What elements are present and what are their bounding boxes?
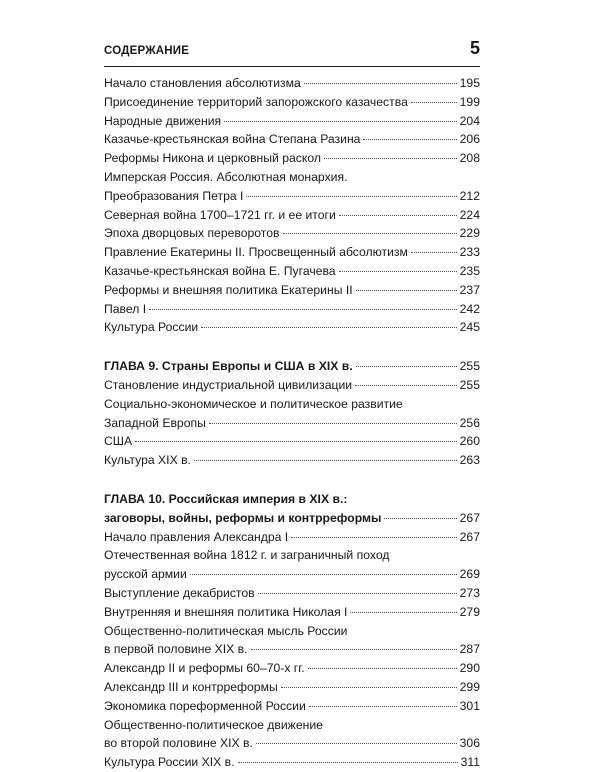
toc-entry-title: Культура России <box>104 320 199 335</box>
dot-leader <box>251 649 457 650</box>
dot-leader <box>309 706 457 707</box>
dot-leader <box>384 518 456 519</box>
dot-leader <box>291 537 457 538</box>
toc-entry-title: Культура XIX в. <box>104 453 191 468</box>
chapter-10-heading[interactable] <box>104 509 480 528</box>
dot-leader <box>149 309 457 310</box>
toc-entry-title: Александр III и контрреформы <box>104 679 278 694</box>
toc-entry-page: 208 <box>459 151 480 166</box>
toc-entry[interactable] <box>104 187 480 206</box>
dot-leader <box>339 271 457 272</box>
chapter-page: 255 <box>459 359 480 374</box>
toc-entry-title: Северная война 1700–1721 гг. и ее итоги <box>104 207 336 222</box>
toc-entry-title-line1: Отечественная война 1812 г. и заграничный поход <box>104 548 390 563</box>
toc-entry-title: Культура России XIX в. <box>104 755 235 770</box>
toc-entry-page: 263 <box>459 453 480 468</box>
toc-entry[interactable] <box>104 149 480 168</box>
toc-entry-title: Реформы Никона и церковный раскол <box>104 151 321 166</box>
dot-leader <box>304 83 457 84</box>
dot-leader <box>281 687 457 688</box>
toc-entry-title: во второй половине XIX в. <box>104 736 253 751</box>
toc-entry-page: 290 <box>459 661 480 676</box>
toc-entry-title: Внутренняя и внешняя политика Николая I <box>104 604 348 619</box>
toc-entry[interactable] <box>104 300 480 319</box>
page-header <box>104 36 480 67</box>
spacer <box>104 337 480 357</box>
toc-entry-page: 273 <box>459 585 480 600</box>
toc-entry-title: Казачье-крестьянская война Степана Разина <box>104 132 361 147</box>
toc-entry[interactable] <box>104 565 480 584</box>
toc-entry-title: Становление индустриальной цивилизации <box>104 377 353 392</box>
toc-entry[interactable] <box>104 93 480 112</box>
chapter-10-heading-line1: ГЛАВА 10. Российская империя в XIX в.: <box>104 491 348 506</box>
toc-entry-page: 299 <box>459 679 480 694</box>
toc-entry-page: 195 <box>459 76 480 90</box>
toc-entry[interactable] <box>104 678 480 697</box>
toc-entry-page: 237 <box>459 282 480 297</box>
toc-entry-page: 212 <box>459 188 480 203</box>
toc-entry-page: 233 <box>459 245 480 260</box>
toc-entry[interactable] <box>104 206 480 225</box>
toc-entry-title: Начало правления Александра I <box>104 529 289 544</box>
toc-entry-title: Реформы и внешняя политика Екатерины II <box>104 282 353 297</box>
chapter-title: заговоры, войны, реформы и контрреформы <box>104 510 382 525</box>
toc-entry-title: Выступление декабристов <box>104 585 255 600</box>
dot-leader <box>356 290 457 291</box>
toc-entry[interactable] <box>104 697 480 716</box>
toc-entry-page: 267 <box>459 529 480 544</box>
toc-entry[interactable] <box>104 603 480 622</box>
toc-entry-page: 242 <box>459 301 480 316</box>
toc-entry-page: 255 <box>459 377 480 392</box>
toc-entry-title: Экономика пореформенной России <box>104 698 306 713</box>
dot-leader <box>209 423 457 424</box>
toc-entry[interactable] <box>104 281 480 300</box>
toc-entry-page: 199 <box>459 94 480 109</box>
toc-entry-title-line1: Общественно-политическая мысль России <box>104 623 348 638</box>
dot-leader <box>238 762 458 763</box>
toc-entry-page: 287 <box>459 642 480 657</box>
toc-entry-title: Западной Европы <box>104 415 206 430</box>
dot-leader <box>135 441 457 442</box>
toc-entry[interactable] <box>104 224 480 243</box>
toc-entry-title-line1: Социально-экономическое и политическое развитие <box>104 396 403 411</box>
toc-entry-page: 204 <box>459 113 480 128</box>
dot-leader <box>356 366 457 367</box>
toc-entry[interactable] <box>104 432 480 451</box>
table-of-contents <box>104 74 480 772</box>
spacer <box>104 470 480 490</box>
toc-entry-title: русской армии <box>104 567 187 582</box>
page-number: 5 <box>469 38 480 58</box>
dot-leader <box>256 743 457 744</box>
chapter-9-heading[interactable] <box>104 357 480 376</box>
toc-entry-page: 224 <box>459 207 480 222</box>
toc-entry[interactable] <box>104 414 480 433</box>
dot-leader <box>411 252 457 253</box>
toc-entry-title: США <box>104 434 133 449</box>
toc-entry-page: 245 <box>459 320 480 335</box>
toc-entry-title: Эпоха дворцовых переворотов <box>104 226 280 241</box>
toc-entry-title: Народные движения <box>104 113 222 128</box>
toc-entry[interactable] <box>104 262 480 281</box>
toc-entry-title: в первой половине XIX в. <box>104 642 248 657</box>
toc-entry[interactable] <box>104 130 480 149</box>
toc-entry-title-line1: Имперская Россия. Абсолютная монархия. <box>104 169 348 184</box>
dot-leader <box>246 196 456 197</box>
toc-entry-title: Павел I <box>104 301 147 316</box>
toc-entry-page: 206 <box>459 132 480 147</box>
toc-entry[interactable] <box>104 734 480 753</box>
toc-entry-title: Правление Екатерины II. Просвещенный абсолютизм <box>104 245 408 260</box>
toc-entry[interactable] <box>104 753 480 772</box>
toc-entry[interactable] <box>104 74 480 93</box>
header-title: СОДЕРЖАНИЕ <box>104 45 190 57</box>
toc-entry[interactable] <box>104 528 480 547</box>
dot-leader <box>194 460 457 461</box>
toc-entry-page: 279 <box>459 604 480 619</box>
dot-leader <box>224 121 457 122</box>
dot-leader <box>350 612 456 613</box>
chapter-title: ГЛАВА 9. Страны Европы и США в XIX в. <box>104 359 353 374</box>
toc-entry-page: 269 <box>459 567 480 582</box>
toc-entry[interactable] <box>104 640 480 659</box>
toc-entry[interactable] <box>104 243 480 262</box>
toc-entry-title: Преобразования Петра I <box>104 188 244 203</box>
dot-leader <box>324 158 457 159</box>
toc-entry[interactable] <box>104 376 480 395</box>
toc-entry-title: Казачье-крестьянская война Е. Пугачева <box>104 263 336 278</box>
toc-entry-page: 260 <box>459 434 480 449</box>
toc-entry-page: 301 <box>459 698 480 713</box>
toc-entry-title: Александр II и реформы 60–70-х гг. <box>104 661 305 676</box>
toc-entry-page: 235 <box>459 263 480 278</box>
dot-leader <box>411 102 457 103</box>
toc-entry[interactable] <box>104 112 480 131</box>
toc-entry-page: 311 <box>460 755 480 770</box>
chapter-page: 267 <box>459 510 480 525</box>
dot-leader <box>201 327 456 328</box>
toc-entry[interactable] <box>104 584 480 603</box>
toc-entry[interactable] <box>104 451 480 470</box>
dot-leader <box>190 574 457 575</box>
dot-leader <box>283 233 457 234</box>
toc-entry-page: 306 <box>459 736 480 751</box>
toc-entry[interactable] <box>104 318 480 337</box>
toc-entry-title-line1: Общественно-политическое движение <box>104 717 323 732</box>
toc-entry-page: 229 <box>459 226 480 241</box>
dot-leader <box>258 593 457 594</box>
dot-leader <box>308 668 457 669</box>
toc-entry-title: Присоединение территорий запорожского казачества <box>104 94 408 109</box>
toc-entry-page: 256 <box>459 415 480 430</box>
toc-entry-title: Начало становления абсолютизма <box>104 76 301 90</box>
dot-leader <box>363 139 456 140</box>
toc-entry[interactable] <box>104 659 480 678</box>
dot-leader <box>355 385 457 386</box>
dot-leader <box>339 215 457 216</box>
